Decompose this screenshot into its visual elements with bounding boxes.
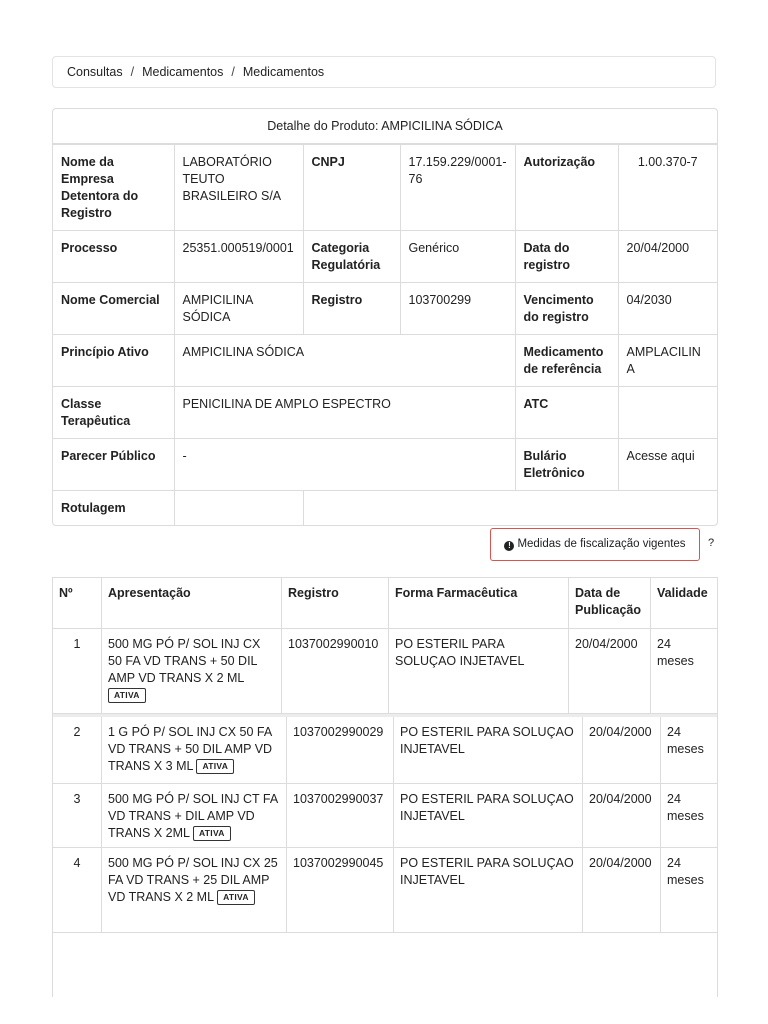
- processo-value: 25351.000519/0001: [174, 231, 303, 283]
- row-numero: 4: [53, 848, 102, 932]
- rotulagem-empty: [303, 491, 717, 526]
- row-numero: 3: [53, 784, 102, 847]
- table-row: [53, 784, 717, 848]
- empresa-value: LABORATÓRIO TEUTO BRASILEIRO S/A: [174, 145, 303, 231]
- medicamento-referencia-label: Medicamento de referência: [515, 335, 618, 387]
- header-apresentacao: Apresentação: [102, 578, 282, 628]
- row-data-publicacao: 20/04/2000: [583, 784, 661, 847]
- header-validade: Validade: [657, 586, 708, 600]
- vencimento-label: Vencimento do registro: [515, 283, 618, 335]
- medicamento-referencia-value: AMPLACILINA: [618, 335, 717, 387]
- row-forma-farmaceutica: PO ESTERIL PARA SOLUÇAO INJETAVEL: [389, 629, 569, 713]
- status-badge: ATIVA: [193, 826, 231, 841]
- header-numero: Nº: [53, 578, 102, 628]
- row-forma-farmaceutica: PO ESTERIL PARA SOLUÇAO INJETAVEL: [394, 784, 583, 847]
- vencimento-value: 04/2030: [618, 283, 717, 335]
- parecer-publico-label: Parecer Público: [53, 439, 174, 491]
- nome-comercial-value: AMPICILINA SÓDICA: [174, 283, 303, 335]
- principio-ativo-label: Princípio Ativo: [53, 335, 174, 387]
- registro-label: Registro: [303, 283, 400, 335]
- breadcrumb-consultas[interactable]: Consultas: [67, 65, 123, 79]
- row-numero: 2: [53, 717, 102, 783]
- row-apresentacao: [102, 629, 282, 713]
- row-forma-farmaceutica: PO ESTERIL PARA SOLUÇAO INJETAVEL: [394, 717, 583, 783]
- principio-ativo-value: AMPICILINA SÓDICA: [174, 335, 515, 387]
- categoria-label: Categoria Regulatória: [303, 231, 400, 283]
- row-validade: 24 meses: [667, 725, 704, 756]
- row-validade: 24 meses: [657, 637, 694, 668]
- breadcrumb-current: Medicamentos: [242, 65, 325, 79]
- rotulagem-label: Rotulagem: [53, 491, 174, 526]
- product-detail-panel: [52, 108, 718, 526]
- row-data-publicacao: 20/04/2000: [583, 717, 661, 783]
- header-registro: Registro: [282, 578, 389, 628]
- breadcrumb-separator: /: [231, 65, 235, 79]
- presentations-table: [52, 577, 718, 997]
- status-badge: ATIVA: [217, 890, 255, 905]
- apresentacao-text: 500 MG PÓ P/ SOL INJ CX 50 FA VD TRANS + 50 DIL AMP VD TRANS X 2 ML: [108, 637, 261, 685]
- table-row: [53, 848, 717, 933]
- atc-label: ATC: [515, 387, 618, 439]
- data-registro-value: 20/04/2000: [618, 231, 717, 283]
- presentations-header-row: [53, 578, 717, 629]
- table-row: [53, 629, 717, 714]
- row-numero: 1: [53, 629, 102, 713]
- apresentacao-text: 500 MG PÓ P/ SOL INJ CX 25 FA VD TRANS + 25 DIL AMP VD TRANS X 2 ML: [108, 856, 278, 904]
- row-validade: 24 meses: [667, 856, 704, 887]
- breadcrumb-medicamentos[interactable]: Medicamentos: [142, 65, 224, 79]
- categoria-value: Genérico: [400, 231, 515, 283]
- classe-terapeutica-label: Classe Terapêutica: [53, 387, 174, 439]
- product-detail-title: Detalhe do Produto: AMPICILINA SÓDICA: [53, 109, 717, 144]
- data-registro-label: Data do registro: [515, 231, 618, 283]
- row-data-publicacao: 20/04/2000: [569, 629, 651, 713]
- row-apresentacao: [102, 848, 287, 932]
- product-detail-table: [53, 144, 717, 525]
- registro-value: 103700299: [400, 283, 515, 335]
- breadcrumb: [52, 56, 716, 88]
- row-registro: 1037002990037: [287, 784, 394, 847]
- autorizacao-label: Autorização: [515, 145, 618, 231]
- row-registro: 1037002990010: [282, 629, 389, 713]
- medidas-fiscalizacao-label: Medidas de fiscalização vigentes: [517, 538, 686, 550]
- row-registro: 1037002990029: [287, 717, 394, 783]
- exclamation-circle-icon: !: [504, 541, 514, 551]
- status-badge: ATIVA: [108, 688, 146, 703]
- apresentacao-text: 1 G PÓ P/ SOL INJ CX 50 FA VD TRANS + 50 DIL AMP VD TRANS X 3 ML: [108, 725, 273, 773]
- status-badge: ATIVA: [196, 759, 234, 774]
- nome-comercial-label: Nome Comercial: [53, 283, 174, 335]
- breadcrumb-separator: /: [130, 65, 135, 79]
- header-data-publicacao: Data de Publicação: [569, 578, 651, 628]
- row-data-publicacao: 20/04/2000: [583, 848, 661, 932]
- medidas-fiscalizacao-button[interactable]: [490, 528, 700, 561]
- row-forma-farmaceutica: PO ESTERIL PARA SOLUÇAO INJETAVEL: [394, 848, 583, 932]
- header-forma-farmaceutica: Forma Farmacêutica: [389, 578, 569, 628]
- help-icon[interactable]: ?: [708, 537, 715, 549]
- row-registro: 1037002990045: [287, 848, 394, 932]
- cnpj-value: 17.159.229/0001-76: [400, 145, 515, 231]
- table-row: [53, 714, 717, 784]
- empresa-label: Nome da Empresa Detentora do Registro: [53, 145, 174, 231]
- apresentacao-text: 500 MG PÓ P/ SOL INJ CT FA VD TRANS + DIL AMP VD TRANS X 2ML: [108, 792, 278, 840]
- rotulagem-value: [174, 491, 303, 526]
- autorizacao-value: 1.00.370-7: [618, 145, 717, 231]
- row-apresentacao: [102, 784, 287, 847]
- cnpj-label: CNPJ: [303, 145, 400, 231]
- bulario-label: Bulário Eletrônico: [515, 439, 618, 491]
- parecer-publico-value: -: [174, 439, 515, 491]
- row-apresentacao: [102, 717, 287, 783]
- bulario-link[interactable]: Acesse aqui: [618, 439, 717, 491]
- row-validade: 24 meses: [667, 792, 704, 823]
- classe-terapeutica-value: PENICILINA DE AMPLO ESPECTRO: [174, 387, 515, 439]
- processo-label: Processo: [53, 231, 174, 283]
- atc-value: [618, 387, 717, 439]
